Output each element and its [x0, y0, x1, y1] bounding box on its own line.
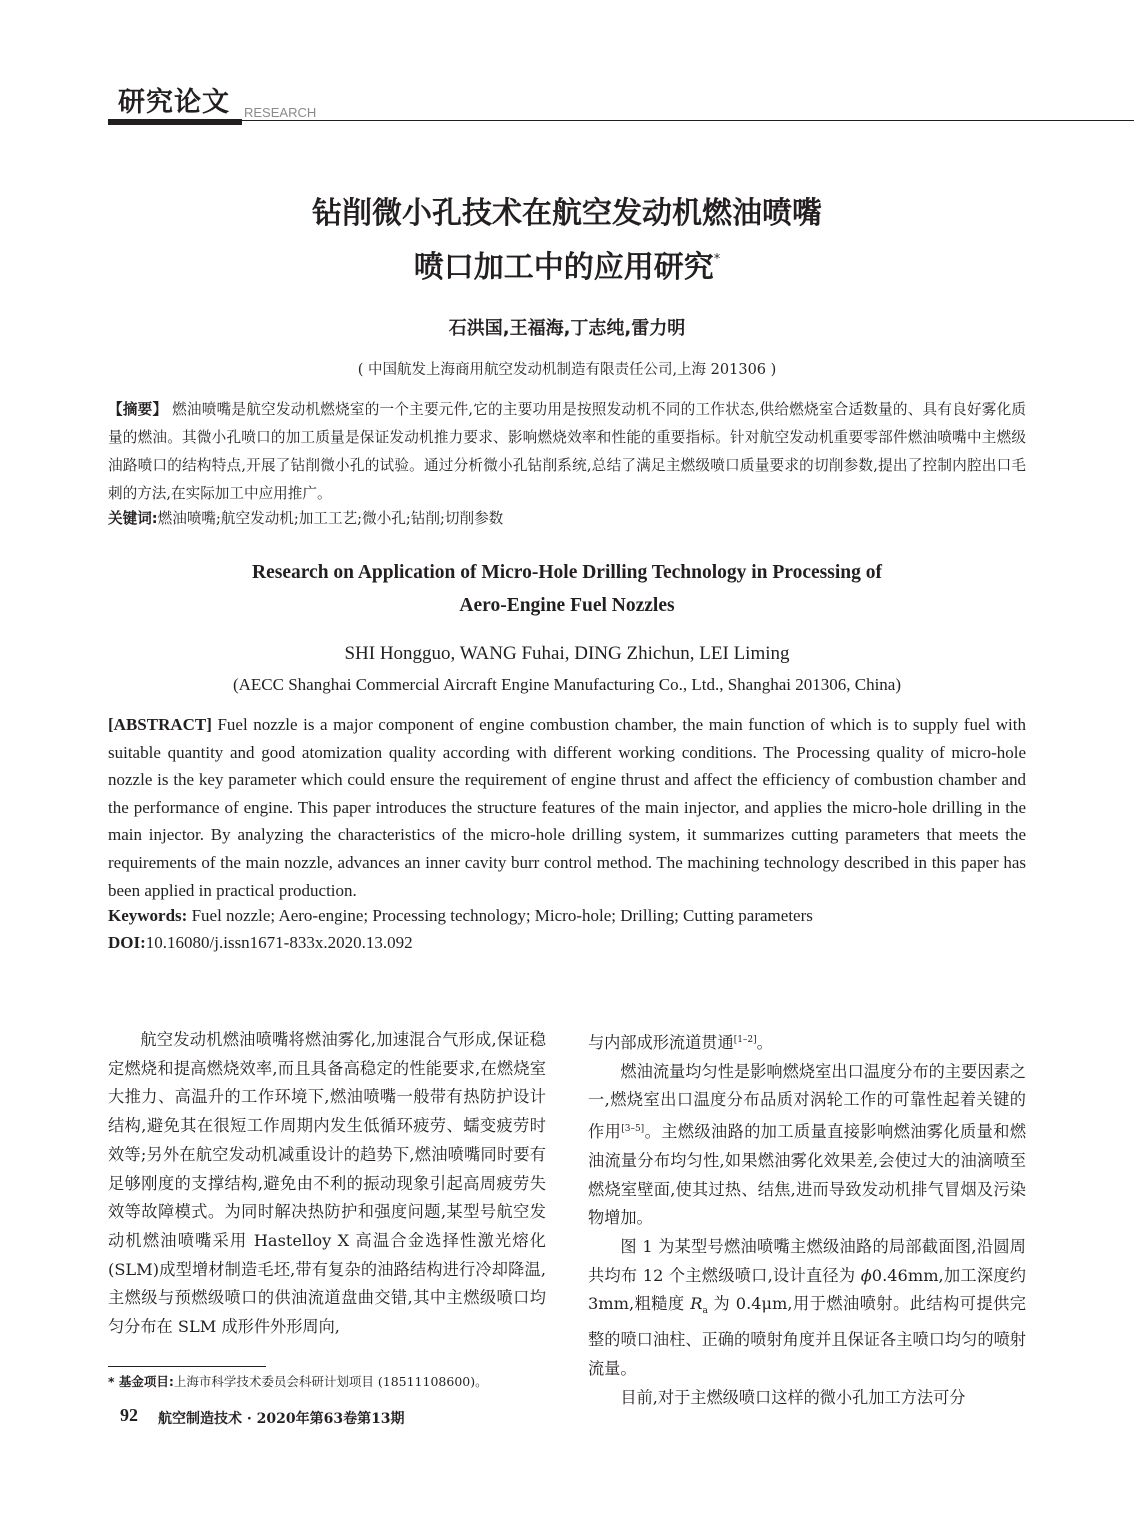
keywords-en-text: Fuel nozzle; Aero-engine; Processing technology; Micro-hole; Drilling; Cutting parameters — [187, 906, 813, 925]
keywords-cn-label: 关键词: — [108, 510, 158, 527]
body-text: 燃油流量均匀性是影响燃烧室出口温度分布的主要因素之一,燃烧室出口温度分布品质对涡轮工作的可靠性起着关键的作用 — [588, 1061, 1026, 1142]
keywords-en — [108, 906, 813, 926]
footnote-label: * 基金项目: — [108, 1374, 174, 1389]
abstract-en — [108, 711, 1026, 904]
footnote — [108, 1372, 488, 1390]
body-text: 0.46mm,加工深度约 3mm,粗糙度 — [588, 1265, 1026, 1314]
body-text: 与内部成形流道贯通 — [588, 1033, 734, 1052]
section-label-cn: 研究论文 — [118, 87, 230, 118]
body-paragraph: 航空发动机燃油喷嘴将燃油雾化,加速混合气形成,保证稳定燃烧和提高燃烧效率,而且具备高稳定的性能要求,在燃烧室大推力、高温升的工作环境下,燃油喷嘴一般带有热防护设计结构,避免其在很短工作周期内发生低循环疲劳、蠕变疲劳时效等;另外在航空发动机减重设计的趋势下,燃油喷嘴同时要有足够刚度的支撑结构,避免由不利的振动现象引起高周疲劳失效等故障模式。为同时解决热防护和强度问题,某型号航空发动机燃油喷嘴采用 Hastelloy X 高温合金选择性激光熔化(SLM)成型增材制造毛坯,带有复杂的油路结构进行冷却降温,主燃级与预燃级喷口的供油流道盘曲交错,其中主燃级喷口均匀分布在 SLM 成形件外形周向, — [108, 1030, 546, 1337]
roughness-symbol: R — [690, 1294, 703, 1314]
title-cn-line1: 钻削微小孔技术在航空发动机燃油喷嘴 — [312, 196, 822, 231]
section-label-en: RESEARCH — [244, 105, 317, 120]
body-paragraph: 目前,对于主燃级喷口这样的微小孔加工方法可分 — [620, 1387, 966, 1407]
doi-label: DOI: — [108, 933, 146, 952]
body-column-right — [588, 1026, 1026, 1412]
body-text: 。主燃级油路的加工质量直接影响燃油雾化质量和燃油流量分布均匀性,如果燃油雾化效果差,会使过大的油滴喷至燃烧室壁面,使其过热、结焦,进而导致发动机排气冒烟及污染物增加。 — [588, 1122, 1027, 1228]
authors-en: SHI Hongguo, WANG Fuhai, DING Zhichun, LEI Liming — [344, 643, 790, 664]
journal-info: 航空制造技术 · 2020年第63卷第13期 — [158, 1411, 405, 1427]
doi-value: 10.16080/j.issn1671-833x.2020.13.092 — [145, 933, 413, 952]
body-column-left — [108, 1026, 546, 1342]
phi-symbol: ϕ — [860, 1265, 872, 1285]
footnote-text: 上海市科学技术委员会科研计划项目 (18511108600)。 — [173, 1374, 488, 1389]
body-paragraph — [588, 1026, 1026, 1058]
body-text: 为 0.4μm,用于燃油喷射。此结构可提供完整的喷口油柱、正确的喷射角度并且保证各主喷口均匀的喷射流量。 — [588, 1294, 1026, 1378]
abstract-cn-label: 【摘要】 — [108, 401, 168, 418]
keywords-cn — [108, 505, 1026, 533]
page-number: 92 — [120, 1405, 138, 1425]
header-rule — [242, 120, 1134, 121]
affiliation-en: (AECC Shanghai Commercial Aircraft Engine Manufacturing Co., Ltd., Shanghai 201306, China) — [232, 675, 902, 694]
body-paragraph — [588, 1058, 1026, 1233]
body-paragraph — [588, 1233, 1026, 1384]
title-en-line2: Aero-Engine Fuel Nozzles — [459, 595, 675, 616]
keywords-cn-text: 燃油喷嘴;航空发动机;加工工艺;微小孔;钻削;切削参数 — [157, 510, 504, 527]
title-cn-line2 — [0, 242, 1134, 286]
keywords-en-label: Keywords: — [108, 906, 188, 925]
authors-cn: 石洪国,王福海,丁志纯,雷力明 — [448, 318, 686, 339]
body-text: 。 — [756, 1033, 773, 1052]
abstract-cn-text: 燃油喷嘴是航空发动机燃烧室的一个主要元件,它的主要功用是按照发动机不同的工作状态,供给燃烧室合适数量的、具有良好雾化质量的燃油。其微小孔喷口的加工质量是保证发动机推力要求、影响燃烧效率和性能的重要指标。针对航空发动机重要零部件燃油喷嘴中主燃级油路喷口的结构特点,开展了钻削微小孔的试验。通过分析微小孔钻削系统,总结了满足主燃级喷口质量要求的切削参数,提出了控制内腔出口毛刺的方法,在实际加工中应用推广。 — [108, 401, 1026, 502]
title-footnote-mark: * — [713, 252, 721, 267]
roughness-subscript: a — [702, 1306, 708, 1317]
body-text: 图 1 为某型号燃油喷嘴主燃级油路的局部截面图,沿圆周共均布 12 个主燃级喷口,设计直径为 — [588, 1236, 1026, 1285]
abstract-en-text: Fuel nozzle is a major component of engine combustion chamber, the main function of which is to supply fuel with suitable quantity and good atomization quality according with different working conditions. The Processing quality of micro-hole nozzle is the key parameter which could ensure the requirement of engine thrust and affect the efficiency of combustion chamber and the performance of engine. This paper introduces the structure features of the main injector, and applies the micro-hole drilling in the main injector. By analyzing the characteristics of the micro-hole drilling system, it summarizes cutting parameters that meets the requirements of the main nozzle, advances an inner cavity burr control method. The machining technology described in this paper has been applied in practical production. — [108, 715, 1026, 900]
footnote-rule — [108, 1366, 266, 1367]
header-bar — [108, 119, 242, 125]
title-cn-line2-text: 喷口加工中的应用研究 — [413, 250, 714, 285]
affiliation-cn: ( 中国航发上海商用航空发动机制造有限责任公司,上海 201306 ) — [357, 362, 777, 378]
citation-ref: [3–5] — [621, 1124, 645, 1135]
doi — [108, 933, 413, 953]
abstract-cn — [108, 396, 1026, 508]
abstract-en-label: [ABSTRACT] — [108, 715, 212, 734]
title-en-line1: Research on Application of Micro-Hole Drilling Technology in Processing of — [252, 562, 882, 583]
citation-ref: [1–2] — [733, 1035, 757, 1045]
